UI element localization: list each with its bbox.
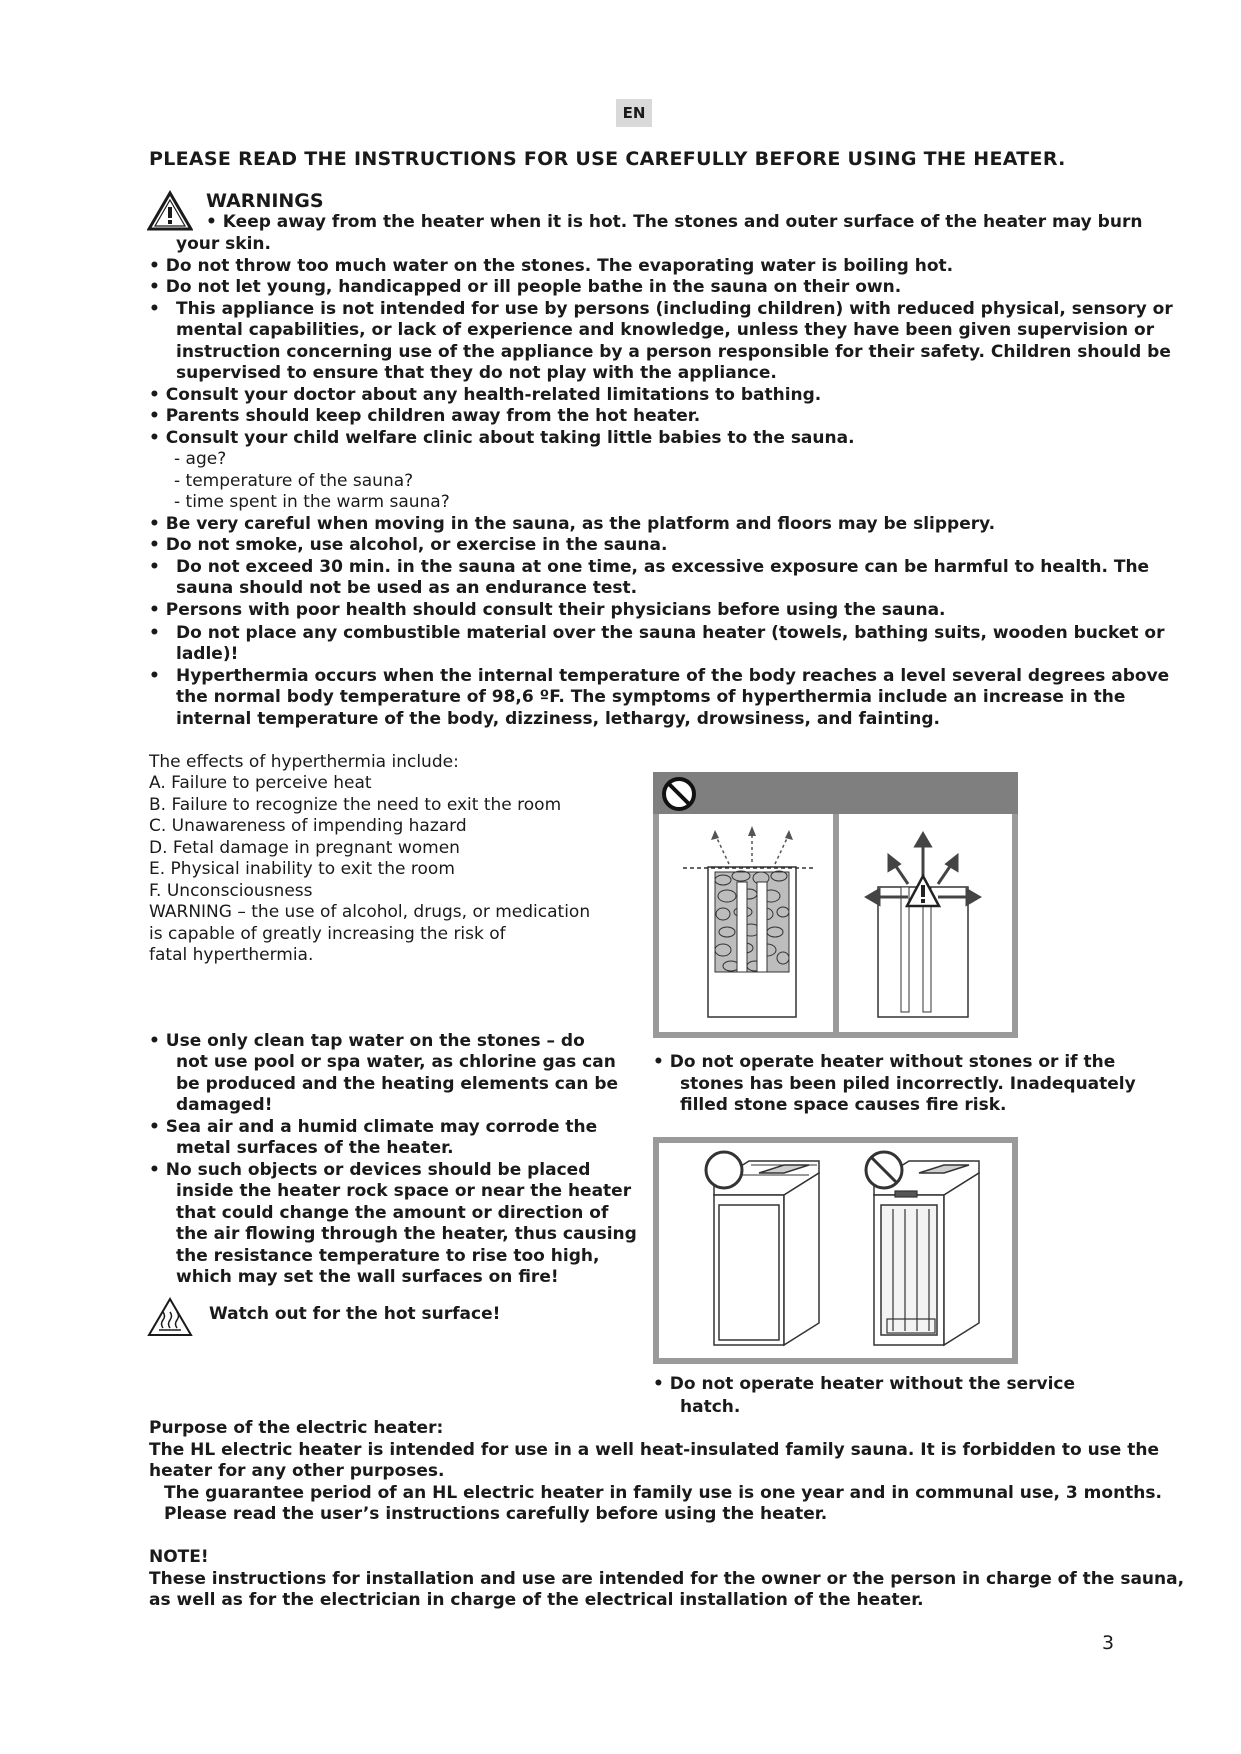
- warning-line: • Do not throw too much water on the stones. The evaporating water is boiling hot.: [149, 256, 954, 276]
- language-tag: EN: [616, 99, 652, 127]
- effect-item: C. Unawareness of impending hazard: [149, 816, 467, 836]
- warning-line: • Consult your doctor about any health-related limitations to bathing.: [149, 385, 822, 405]
- effect-item: F. Unconsciousness: [149, 881, 313, 901]
- effect-item: E. Physical inability to exit the room: [149, 859, 455, 879]
- warning-line: internal temperature of the body, dizziness, lethargy, drowsiness, and fainting.: [176, 709, 940, 729]
- warning-subline: - temperature of the sauna?: [174, 471, 414, 491]
- bullet-line: • Do not operate heater without the service: [653, 1374, 1076, 1394]
- warning-line: supervised to ensure that they do not play with the appliance.: [176, 363, 777, 383]
- bullet: •: [149, 299, 160, 319]
- bullet-line: damaged!: [176, 1095, 273, 1115]
- bullet-line: which may set the wall surfaces on fire!: [176, 1267, 559, 1287]
- bullet: •: [149, 557, 160, 577]
- bullet-line: metal surfaces of the heater.: [176, 1138, 454, 1158]
- warning-line: Do not place any combustible material over the sauna heater (towels, bathing suits, wooden bucket or: [176, 623, 1165, 643]
- bullet-line: • Sea air and a humid climate may corrode the: [149, 1117, 598, 1137]
- bullet-line: hatch.: [680, 1397, 741, 1417]
- warning-line: Hyperthermia occurs when the internal temperature of the body reaches a level several degrees above: [176, 666, 1170, 686]
- warning-triangle-icon: [147, 190, 193, 232]
- effect-item: B. Failure to recognize the need to exit the room: [149, 795, 562, 815]
- warning-line: • Be very careful when moving in the sauna, as the platform and floors may be slippery.: [149, 514, 996, 534]
- warning-line: instruction concerning use of the appliance by a person responsible for their safety. Children should be: [176, 342, 1171, 362]
- warnings-title: WARNINGS: [206, 190, 324, 212]
- bullet-line: • Use only clean tap water on the stones – do: [149, 1031, 585, 1051]
- effect-warning: WARNING – the use of alcohol, drugs, or medication: [149, 902, 591, 922]
- hot-surface-text: Watch out for the hot surface!: [209, 1304, 501, 1324]
- warning-line: your skin.: [176, 234, 271, 254]
- effects-title: The effects of hyperthermia include:: [149, 752, 459, 772]
- bullet-line: inside the heater rock space or near the heater: [176, 1181, 632, 1201]
- prohibited-icon: [706, 1152, 742, 1188]
- warning-subline: - age?: [174, 449, 227, 469]
- purpose-title: Purpose of the electric heater:: [149, 1418, 444, 1438]
- heater-hatch-illustration: [659, 1143, 1012, 1358]
- warning-line: • Parents should keep children away from the hot heater.: [149, 406, 701, 426]
- page-heading: PLEASE READ THE INSTRUCTIONS FOR USE CAREFULLY BEFORE USING THE HEATER.: [149, 148, 1066, 170]
- figure-stones-piling: [653, 772, 1018, 1038]
- purpose-line: Please read the user’s instructions carefully before using the heater.: [164, 1504, 828, 1524]
- warning-line: • Do not smoke, use alcohol, or exercise in the sauna.: [149, 535, 668, 555]
- figure-service-hatch: [653, 1137, 1018, 1364]
- bullet: •: [149, 666, 160, 686]
- effect-item: D. Fetal damage in pregnant women: [149, 838, 460, 858]
- bullet-line: • Do not operate heater without stones or if the: [653, 1052, 1116, 1072]
- note-title: NOTE!: [149, 1547, 209, 1567]
- purpose-line: The HL electric heater is intended for use in a well heat-insulated family sauna. It is forbidden to use the: [149, 1440, 1160, 1460]
- warning-line: mental capabilities, or lack of experience and knowledge, unless they have been given supervision or: [176, 320, 1155, 340]
- effect-item: A. Failure to perceive heat: [149, 773, 372, 793]
- purpose-line: heater for any other purposes.: [149, 1461, 445, 1481]
- bullet-line: the resistance temperature to rise too high,: [176, 1246, 600, 1266]
- warning-line: Do not exceed 30 min. in the sauna at one time, as excessive exposure can be harmful to health. The: [176, 557, 1150, 577]
- note-line: as well as for the electrician in charge of the electrical installation of the heater.: [149, 1590, 924, 1610]
- bullet-line: be produced and the heating elements can be: [176, 1074, 619, 1094]
- prohibited-icon: [866, 1152, 902, 1188]
- bullet-line: that could change the amount or direction of: [176, 1203, 609, 1223]
- warning-subline: - time spent in the warm sauna?: [174, 492, 450, 512]
- warning-line: • Persons with poor health should consult their physicians before using the sauna.: [149, 600, 946, 620]
- warning-line: ladle)!: [176, 644, 239, 664]
- warning-line: • Do not let young, handicapped or ill people bathe in the sauna on their own.: [149, 277, 902, 297]
- bullet-line: the air flowing through the heater, thus causing: [176, 1224, 637, 1244]
- warning-line: This appliance is not intended for use by persons (including children) with reduced physical, sensory or: [176, 299, 1173, 319]
- warning-line: • Consult your child welfare clinic about taking little babies to the sauna.: [149, 428, 855, 448]
- note-line: These instructions for installation and use are intended for the owner or the person in charge of the sauna,: [149, 1569, 1185, 1589]
- hot-surface-icon: [147, 1296, 193, 1338]
- bullet-line: stones has been piled incorrectly. Inadequately: [680, 1074, 1136, 1094]
- warning-line: sauna should not be used as an endurance test.: [176, 578, 638, 598]
- bullet-line: not use pool or spa water, as chlorine gas can: [176, 1052, 616, 1072]
- bullet-line: filled stone space causes fire risk.: [680, 1095, 1007, 1115]
- bullet: •: [149, 623, 160, 643]
- page-number: 3: [1102, 1632, 1115, 1654]
- warning-line: • Keep away from the heater when it is hot. The stones and outer surface of the heater may burn: [206, 212, 1143, 232]
- effect-warning: is capable of greatly increasing the risk of: [149, 924, 506, 944]
- warning-line: the normal body temperature of 98,6 ºF. The symptoms of hyperthermia include an increase in the: [176, 687, 1126, 707]
- purpose-line: The guarantee period of an HL electric heater in family use is one year and in communal use, 3 months.: [164, 1483, 1162, 1503]
- prohibited-icon: [664, 779, 694, 809]
- heater-stones-illustration: [653, 772, 1018, 1038]
- bullet-line: • No such objects or devices should be placed: [149, 1160, 591, 1180]
- effect-warning: fatal hyperthermia.: [149, 945, 314, 965]
